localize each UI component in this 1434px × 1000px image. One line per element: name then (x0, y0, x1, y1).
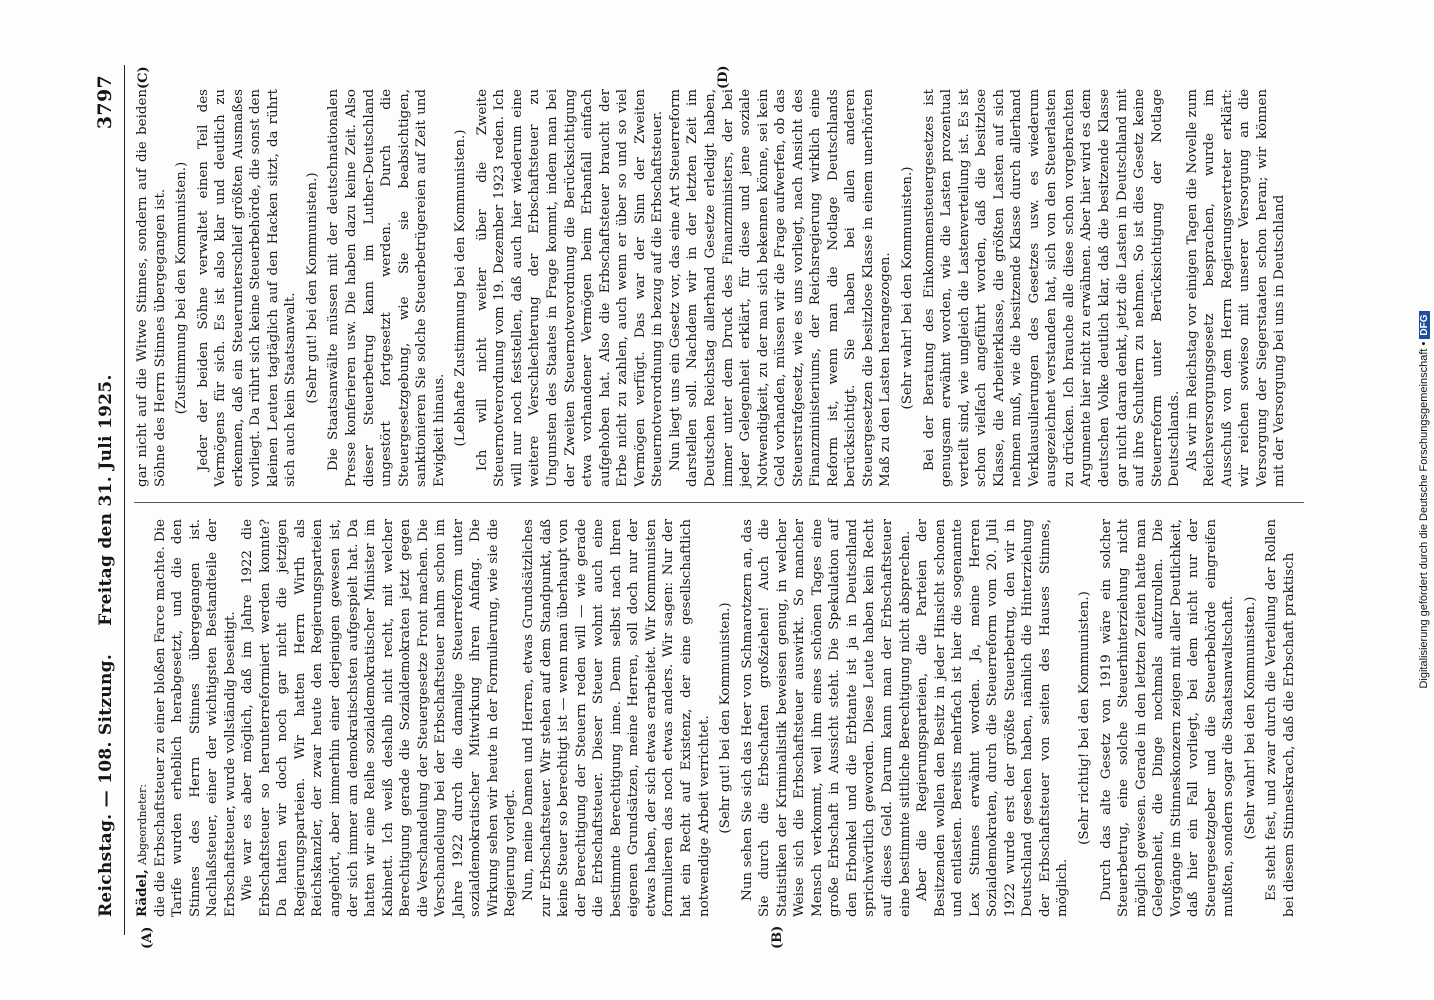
interjection: (Zustimmung bei den Kommunisten.) (174, 161, 190, 415)
margin-marker-d: (D) (716, 65, 731, 89)
speaker-role: Abgeordneter: (136, 784, 149, 865)
interjection: (Sehr gut! bei den Kommunisten.) (718, 602, 734, 834)
paragraph: Bei der Beratung des Einkommensteuergesetzes ist genugsam erwähnt worden, wie die Lasten prozentual verteilt sind, wie ungleich die Lastenverteilung ist. Es ist schon vielfach angeführt worden, daß die besitzlose Klasse, die Arbeiterklasse, die größten Lasten auf sich nehmen muß, wie die besitzende Klasse durch allerhand Verklausulierungen des Gesetzes usw. es wiederum ausgezeichnet verstanden hat, sich von den Steuerlasten zu drücken. Ich brauche alle diese schon vorgebrachten Argumente hier nicht zu erwähnen. Aber hier wird es dem deutschen Volke deutlich klar, daß die besitzende Klasse gar nicht daran denkt, jetzt die Lasten in Deutschland mit auf ihre Schultern zu nehmen. So ist dies Gesetz keine Steuerreform unter Berücksichtigung der Notlage Deutschlands. (921, 89, 1183, 487)
paragraph: Jeder der beiden Söhne verwaltet einen Teil des Vermögens für sich. Es ist also klar und deutlich zu erkennen, daß ein Steuerunterschleif größten Ausmaßes vorliegt. Da rührt sich keine Steuerbehörde, die sonst den kleinen Leuten tagtäglich auf den Hacken sitzt, da rührt sich auch kein Staatsanwalt. (195, 89, 299, 487)
right-column (134, 89, 1289, 487)
speaker-line (134, 519, 152, 917)
interjection: (Sehr wahr! bei den Kommunisten.) (1242, 596, 1258, 840)
header-date: Freitag den 31. Juli 1925. (96, 374, 116, 626)
paragraph: Es steht fest, und zwar durch die Verteilung der Rollen bei diesem Stinneskrach, daß die Erbschaft praktisch (1264, 519, 1297, 917)
interjection: (Sehr richtig! bei den Kommunisten.) (1076, 591, 1092, 845)
digitization-note-text: Digitalisierung gefördert durch die Deutsche Forschungsgemeinschaft (1418, 348, 1430, 689)
page-header (90, 65, 125, 935)
paragraph: Die Staatsanwälte müssen mit der deutschnationalen Presse konferieren usw. Die haben dazu keine Zeit. Also dieser Steuerbetrug kann im Luther-Deutschland ungestört fortgesetzt werden. Durch die Steuergesetzgebung, wie Sie sie beabsichtigen, sanktionieren Sie solche Steuerbetrügereien auf Zeit und Ewigkeit hinaus. (326, 89, 447, 487)
interjection: (Sehr gut! bei den Kommunisten.) (304, 172, 320, 404)
page-number: 3797 (94, 75, 116, 130)
paragraph: Nun liegt uns ein Gesetz vor, das eine Art Steuerreform darstellen soll. Nachdem wir in der letzten Zeit im Deutschen Reichstag allerhand Gesetze erledigt haben, immer unter dem Druck des Finanzministers, der bei jeder Gelegenheit erklärt, für diese und jene soziale Notwendigkeit, zu der man sich bekennen könne, sei kein Geld vorhanden, müssen wir die Frage aufwerfen, ob das Steuerstrafgesetz, wie es uns vorliegt, nach Ansicht des Finanzministeriums, der Reichsregierung wirklich eine Reform ist, wenn man die Notlage Deutschlands berücksichtigt. Sie haben bei allen anderen Steuergesetzen die besitzlose Klasse in einem unerhörten Maß zu den Lasten herangezogen. (667, 89, 894, 487)
column-divider (134, 502, 1304, 503)
dfg-logo: DFG (1419, 311, 1430, 338)
paragraph: Nun, meine Damen und Herren, etwas Grundsätzliches zur Erbschaftsteuer. Wir stehen auf dem Standpunkt, daß keine Steuer so berechtigt ist — wenn man überhaupt von der Berechtigung der Steuern reden will — wie gerade die Erbschaftsteuer. Dieser Steuer wohnt auch eine bestimmte Berechtigung inne. Denn selbst nach Ihren eigenen Grundsätzen, meine Herren, soll doch nur der etwas haben, der sich etwas erarbeitet. Wir Kommunisten formulieren das noch etwas anders. Wir sagen: Nur der hat ein Recht auf Existenz, der eine gesellschaftlich notwendige Arbeit verrichtet. (521, 519, 712, 917)
margin-marker-a: (A) (140, 926, 155, 949)
digitization-note (1410, 0, 1434, 1000)
paragraph: Aber die Regierungsparteien, die Parteien der Besitzenden wollen den Besitz in jeder Hinsicht schonen und entlasten. Bereits mehrfach ist hier die sogenannte Lex Stinnes erwähnt worden. Ja, meine Herren Sozialdemokraten, durch die Steuerreform vom 20. Juli 1922 wurde erst der größte Steuerbetrug, den wir in Deutschland gesehen haben, nämlich die Hinterziehung der Erbschaftsteuer von seiten des Hauses Stinnes, möglich. (915, 519, 1071, 917)
margin-marker-c: (C) (136, 66, 151, 89)
left-column (134, 519, 1299, 917)
margin-marker-b: (B) (770, 925, 785, 949)
speaker-name: Rädel, (134, 869, 150, 917)
paragraph: Wie war es aber möglich, daß im Jahre 1922 die Erbschaftsteuer so herunterreformiert werden konnte? Da hatten wir doch noch gar nicht die jetzigen Regierungsparteien. Wir hatten Herrn Wirth als Reichskanzler, der zwar heute den Regierungsparteien angehört, aber immerhin einer derjenigen gewesen ist, der sich immer am demokratischsten aufgespielt hat. Da hatten wir eine Reihe sozialdemokratischer Minister im Kabinett. Ich weiß deshalb nicht recht, mit welcher Berechtigung gerade die Sozialdemokraten jetzt gegen die Verschandelung der Steuergesetze Front machen. Die Verschandelung bei der Erbschaftsteuer nahm schon im Jahre 1922 durch die damalige Steuerreform unter sozialdemokratischer Mitwirkung ihren Anfang. Die Wirkung sehen wir heute in der Formulierung, wie sie die Regierung vorlegt. (240, 519, 519, 917)
document-page (90, 65, 1330, 949)
paragraph: die die Erbschaftsteuer zu einer bloßen Farce machte. Die Tarife wurden erheblich herabgesetzt, und die den Stinnes des Herrn Stinnes übergegangen ist. Nachlaßsteuer, einer der wichtigsten Bestandteile der Erbschaftsteuer, wurde vollständig beseitigt. (152, 519, 238, 917)
paragraph: gar nicht auf die Witwe Stinnes, sondern auf die beiden Söhne des Herrn Stinnes übergegangen ist. (135, 89, 168, 487)
digitization-note-text-wrapper: Digitalisierung gefördert durch die Deutsche Forschungsgemeinschaft • DFG (1418, 120, 1430, 880)
header-left: Reichstag. — 108. Sitzung. (96, 653, 116, 917)
paragraph: Durch das alte Gesetz von 1919 wäre ein solcher Steuerbetrug, eine solche Steuerhinterziehung nicht möglich gewesen. Gerade in den letzten Zeiten hatte man Gelegenheit, die Dinge nochmals aufzurollen. Die Vorgänge im Stinneskonzern zeigen mit aller Deutlichkeit, daß hier ein Fall vorliegt, bei dem nicht nur der Steuergesetzgeber und die Steuerbehörde eingreifen mußten, sondern sogar die Staatsanwaltschaft. (1098, 519, 1237, 917)
paragraph: Als wir im Reichstag vor einigen Tagen die Novelle zum Reichsversorgungsgesetz besprachen, wurde im Ausschuß von dem Herrn Regierungsvertreter erklärt: wir reichen sowieso mit unserer Versorgung an die Versorgung der Siegerstaaten schon heran; wir können mit der Versorgung bei uns in Deutschland (1184, 89, 1288, 487)
paragraph: Nun sehen Sie sich das Heer von Schmarotzern an, das Sie durch die Erbschaften großziehen! Auch die Statistiken der Kriminalistik beweisen genug, in welcher Weise sich die Erbschaftsteuer auswirkt. So mancher Mensch verkommt, weil ihm eines schönen Tages eine große Erbschaft in Aussicht steht. Die Spekulation auf den Erbonkel und die Erbtante ist ja in Deutschland sprichwörtlich geworden. Diese Leute haben kein Recht auf dieses Geld. Darum kann man der Erbschaftsteuer eine bestimmte sittliche Berechtigung nicht absprechen. (739, 519, 913, 917)
paragraph: Ich will nicht weiter über die Zweite Steuernotverordnung vom 19. Dezember 1923 reden. Ich will nur noch feststellen, daß auch hier wiederum eine weitere Verschlechterung der Erbschaftsteuer zu Ungunsten des Staates in Frage kommt, indem man bei der Zweiten Steuernotverordnung die Berücksichtigung etwa vorhandener Vermögen beim Erbanfall einfach aufgehoben hat. Also die Erbschaftsteuer braucht der Erbe nicht zu zahlen, auch wenn er über so und so viel Vermögen verfügt. Das war der Sinn der Zweiten Steuernotverordnung in bezug auf die Erbschaftsteuer. (474, 89, 666, 487)
interjection: (Lebhafte Zustimmung bei den Kommunisten.) (453, 129, 469, 447)
page-rotation-wrapper (90, 65, 1330, 949)
interjection: (Sehr wahr! bei den Kommunisten.) (899, 166, 915, 410)
